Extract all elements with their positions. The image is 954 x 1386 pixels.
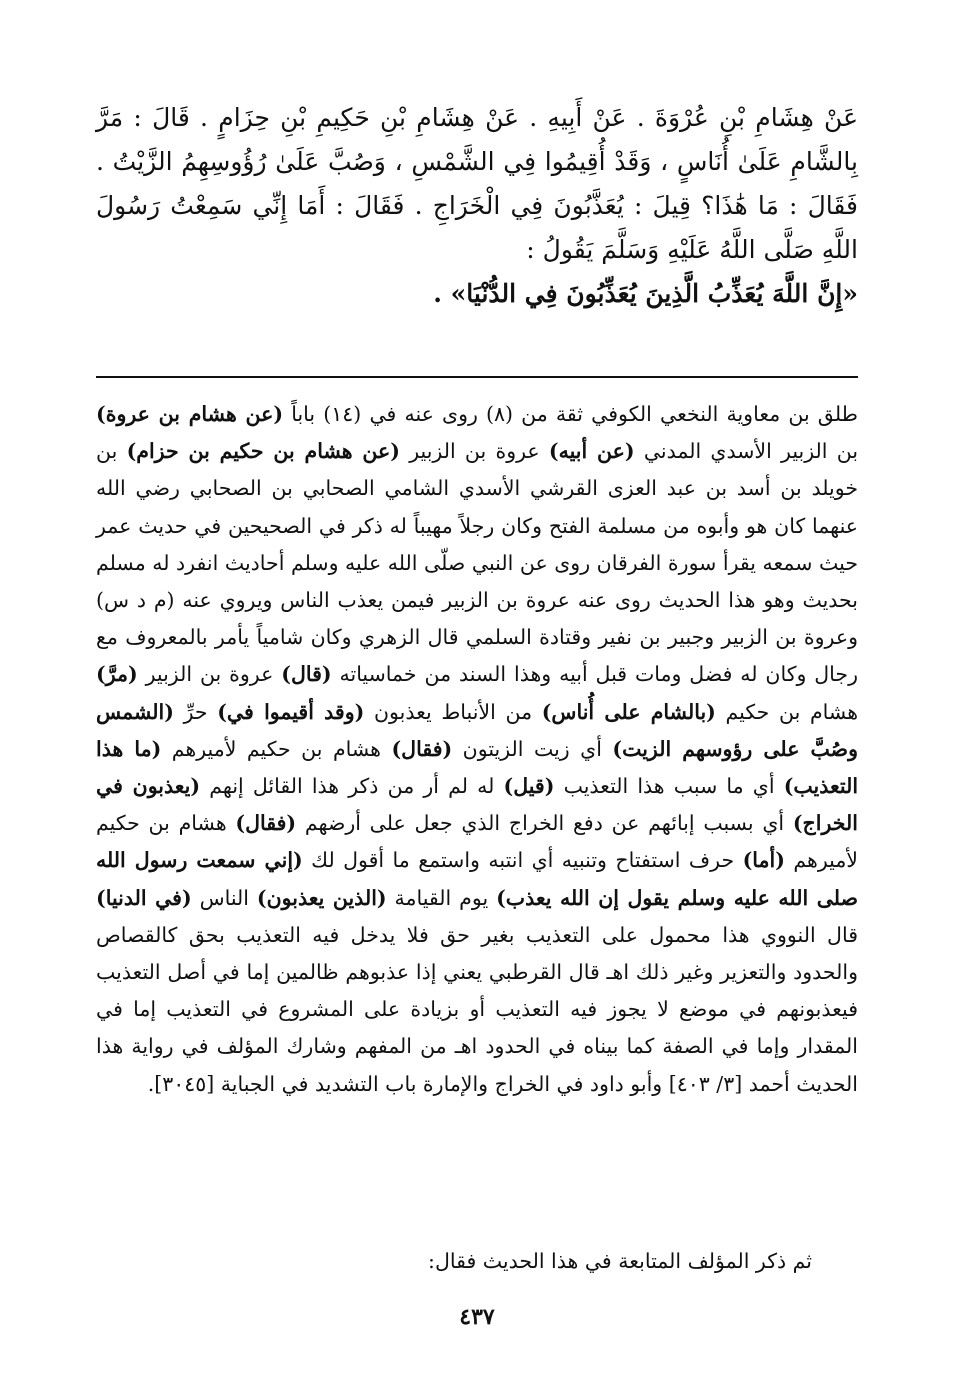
commentary-text: عروة بن الزبير <box>137 662 282 687</box>
commentary-quoted-phrase: (ما هذا التعذيب) <box>96 736 859 799</box>
commentary-quoted-phrase: (يعذبون في الخراج) <box>96 774 858 836</box>
commentary-text: حرِّ <box>173 699 218 724</box>
commentary-text: بن خويلد بن أسد بن عبد العزى القرشي الأسدي الشامي الصحابي بن الصحابي رضي الله عنهما كان هو وأبوه من مسلمة الفتح وكان رجلاً مهيباً له ذكر في الصحيحين في حديث عمر حيث سمعه يقرأ سورة الفرقان روى عن النبي صلّى الله عليه وسلم أحاديث انفرد له مسلم بحديث وهو هذا الحديث روى عنه عروة بن الزبير فيمن يعذب الناس ويروي عنه (م د س) وعروة بن الزبير وجبير بن نفير وقتادة السلمي قال الزهري وكان شامياً يأمر بالمعروف مع رجال وكان له فضل ومات قبل أبيه وهذا السند من خماسياته <box>96 439 858 687</box>
commentary-quoted-phrase: (بالشام على أُناس) <box>541 699 716 724</box>
followup-line: ثم ذكر المؤلف المتابعة في هذا الحديث فقال: <box>428 1249 812 1273</box>
commentary-text: عروة بن الزبير <box>399 439 549 464</box>
commentary-quoted-phrase: (فقال) <box>391 736 453 761</box>
commentary-text: هشام بن حكيم لأميرهم <box>161 736 392 761</box>
commentary-text: هشام بن حكيم لأميرهم <box>96 811 858 873</box>
hadith-isnad-and-narration: عَنْ هِشَامِ بْنِ عُرْوَةَ . عَنْ أَبِيهِ . عَنْ هِشَامِ بْنِ حَكِيمِ بْنِ حِزَامٍ . قَالَ : مَرَّ بِالشَّامِ عَلَىٰ أُنَاسٍ ، وَقَدْ أُقِيمُوا فِي الشَّمْسِ ، وَصُبَّ عَلَىٰ رُؤُوسِهِمُ الزَّيْتُ . فَقَالَ : مَا هَٰذَا؟ قِيلَ : يُعَذَّبُونَ فِي الْخَرَاجِ . فَقَالَ : أَمَا إِنِّي سَمِعْتُ رَسُولَ اللَّهِ صَلَّى اللَّهُ عَلَيْهِ وَسَلَّمَ يَقُولُ : <box>96 103 858 264</box>
commentary-quoted-phrase: (في الدنيا) <box>96 885 192 910</box>
commentary-quoted-phrase: (قال) <box>281 662 332 687</box>
page-number: ٤٣٧ <box>459 1304 495 1330</box>
commentary-paragraph <box>96 396 858 1103</box>
commentary-quoted-phrase: (الذين يعذبون) <box>256 885 387 910</box>
commentary-quoted-phrase: (مرَّ) <box>96 662 138 687</box>
footnote-separator-rule <box>96 376 858 378</box>
commentary-text: بن الزبير الأسدي المدني <box>634 439 859 464</box>
commentary-text: هشام بن حكيم <box>715 699 858 724</box>
commentary-quoted-phrase: (أما) <box>742 848 785 873</box>
commentary-quoted-phrase: (فقال) <box>235 811 297 836</box>
commentary-text: قال النووي هذا محمول على التعذيب بغير حق فلا يدخل فيه التعذيب بحق كالقصاص والحدود والتعزير وغير ذلك اهـ قال القرطبي يعني إذا عذبوهم ظالمين إما في أصل التعذيب فيعذبونهم في موضع لا يجوز فيه التعذيب أو بزيادة على المشروع في التعذيب إما في المقدار وإما في الصفة كما بيناه في الحدود اهـ من المفهم وشارك المؤلف في رواية هذا الحديث أحمد [٣/ ٤٠٣] وأبو داود في الخراج والإمارة باب التشديد في الجباية [٣٠٤٥]. <box>96 922 858 1096</box>
commentary-text: الناس <box>191 885 257 910</box>
commentary-text: حرف استفتاح وتنبيه أي انتبه واستمع ما أقول لك <box>302 848 743 873</box>
commentary-quoted-phrase: (إني سمعت رسول الله صلى الله عليه وسلم يقول إن الله يعذب) <box>96 848 858 910</box>
commentary-text: أي بسبب إبائهم عن دفع الخراج الذي جعل على أرضهم <box>296 811 793 836</box>
commentary-text: أي زيت الزيتون <box>452 736 613 761</box>
commentary-text: من الأنباط يعذبون <box>364 699 542 724</box>
commentary-quoted-phrase: (عن هشام بن عروة) <box>96 402 284 426</box>
commentary-block <box>96 396 858 1103</box>
commentary-quoted-phrase: (الشمس وصُبَّ على رؤوسهم الزيت) <box>96 699 858 761</box>
commentary-text: أي ما سبب هذا التعذيب <box>554 774 784 799</box>
hadith-text-block <box>96 96 858 316</box>
commentary-quoted-phrase: (قيل) <box>503 774 555 799</box>
commentary-quoted-phrase: (عن هشام بن حكيم بن حزام) <box>126 439 400 464</box>
commentary-quoted-phrase: (وقد أقيموا في) <box>217 699 365 724</box>
commentary-quoted-phrase: (عن أبيه) <box>548 439 635 464</box>
commentary-text: له لم أر من ذكر هذا القائل إنهم <box>200 774 504 799</box>
commentary-text: طلق بن معاوية النخعي الكوفي ثقة من (٨) روى عنه في (١٤) باباً <box>283 402 858 426</box>
prophetic-saying: «إِنَّ اللَّهَ يُعَذِّبُ الَّذِينَ يُعَذِّبُونَ فِي الدُّنْيَا» . <box>433 279 858 308</box>
commentary-text: يوم القيامة <box>386 885 497 910</box>
